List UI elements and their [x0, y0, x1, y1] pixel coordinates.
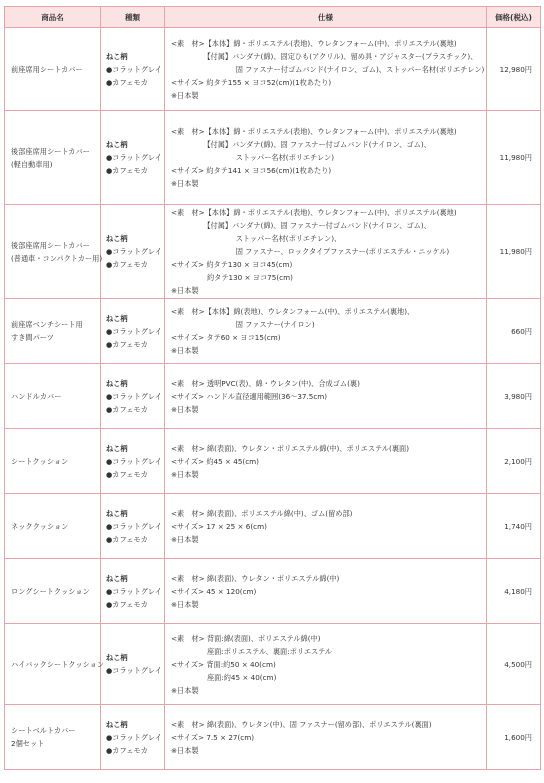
spec-line: <素 材> 綿(表面)、ポリエステル綿(中)、ゴム(留め部): [171, 508, 353, 518]
spec-cell: [165, 429, 487, 494]
pattern-label: ねこ柄: [106, 443, 128, 453]
table-row: [5, 111, 541, 205]
spec-cell: [165, 205, 487, 299]
header-spec: 仕様: [165, 7, 487, 28]
header-type: 種類: [101, 7, 165, 28]
product-name-cell: [5, 429, 101, 494]
spec-line: <素 材>【本体】綿(表地)、ウレタンフォーム(中)、ポリエステル(裏地)、: [171, 307, 415, 316]
spec-line: 固 ファスナー、ロックタイプファスナー(ポリエステル・ニッケル): [171, 247, 450, 256]
color-option: ●コラットグレイ: [106, 247, 162, 256]
pattern-label: ねこ柄: [106, 378, 128, 388]
spec-line: 【付属】バンダナ(綿)、固 ファスナー付ゴムバンド(ナイロン、ゴム)、: [171, 221, 431, 230]
spec-line: ※日本製: [171, 90, 199, 100]
pattern-label: ねこ柄: [106, 508, 128, 518]
variant-cell: [101, 364, 165, 429]
product-name: 2個セット: [11, 739, 45, 748]
table-row: [5, 299, 541, 364]
spec-line: <素 材> 綿(表面)、ウレタン・ポリエステル綿(中): [171, 573, 340, 583]
product-name-cell: [5, 299, 101, 364]
color-option: ●コラットグレイ: [106, 153, 162, 162]
variant-cell: [101, 494, 165, 559]
header-price: 価格(税込): [487, 7, 541, 28]
spec-line: 固 ファスナー(ナイロン): [171, 320, 315, 329]
spec-cell: [165, 364, 487, 429]
price-cell: 11,980円: [487, 205, 541, 299]
product-name-cell: [5, 111, 101, 205]
price-cell: 3,980円: [487, 364, 541, 429]
color-option: ●カフェモカ: [106, 77, 148, 87]
product-name: すき間パーツ: [11, 333, 54, 342]
spec-line: <サイズ> 17 × 25 × 6(cm): [171, 521, 267, 531]
spec-cell: [165, 624, 487, 705]
variant-cell: [101, 559, 165, 624]
product-name: シートクッション: [11, 456, 69, 466]
pattern-label: ねこ柄: [106, 51, 128, 61]
spec-line: <素 材> 綿(表面)、ウレタン(中)、固 ファスナー(留め部)、ポリエステル(裏面): [171, 719, 432, 729]
table-row: [5, 705, 541, 770]
pattern-label: ねこ柄: [106, 719, 128, 729]
product-name-cell: [5, 494, 101, 559]
price-cell: 1,600円: [487, 705, 541, 770]
spec-line: <サイズ> ハンドル直径適用範囲(36～37.5cm): [171, 391, 328, 401]
color-option: ●コラットグレイ: [106, 391, 162, 401]
color-option: ●コラットグレイ: [106, 326, 162, 336]
spec-line: ※日本製: [171, 404, 199, 414]
price-cell: 4,500円: [487, 624, 541, 705]
spec-line: <サイズ> 約タテ141 × ヨコ56(cm)(1枚あたり): [171, 166, 332, 175]
spec-line: 【付属】バンダナ(綿)、固 ファスナー付ゴムバンド(ナイロン、ゴム)、: [171, 140, 431, 149]
spec-line: ストッパー名材(ポリエチレン): [171, 153, 335, 162]
color-option: ●コラットグレイ: [106, 521, 162, 531]
product-name: ネッククッション: [11, 521, 69, 531]
product-name: 前座席ベンチシート用: [11, 320, 83, 329]
spec-line: <素 材>【本体】綿・ポリエステル(表地)、ウレタンフォーム(中)、ポリエステル(裏地): [171, 208, 457, 217]
spec-line: <素 材> 背面:綿(表面)、ポリエステル綿(中): [171, 633, 321, 643]
spec-line: 座面:約45 × 40(cm): [171, 672, 277, 682]
spec-line: ※日本製: [171, 685, 199, 695]
product-name: 前座席用シートカバー: [11, 64, 83, 74]
color-option: ●カフェモカ: [106, 469, 148, 479]
spec-line: <サイズ> 45 × 120(cm): [171, 586, 257, 596]
spec-cell: [165, 299, 487, 364]
table-row: [5, 364, 541, 429]
spec-line: ※日本製: [171, 599, 199, 609]
product-name-cell: [5, 28, 101, 111]
table-row: [5, 205, 541, 299]
spec-line: 座面:ポリエステル、裏面:ポリエステル: [171, 646, 333, 656]
spec-line: <素 材>【本体】綿・ポリエステル(表地)、ウレタンフォーム(中)、ポリエステル(裏地): [171, 38, 457, 48]
spec-line: ※日本製: [171, 346, 199, 355]
price-cell: 2,100円: [487, 429, 541, 494]
table-header-row: [5, 7, 541, 28]
table-row: [5, 559, 541, 624]
color-option: ●カフェモカ: [106, 260, 148, 269]
spec-line: <サイズ> 背面:約50 × 40(cm): [171, 659, 276, 669]
spec-line: <サイズ> タテ60 × ヨコ15(cm): [171, 333, 281, 342]
spec-line: ※日本製: [171, 745, 199, 755]
spec-cell: [165, 559, 487, 624]
variant-cell: [101, 429, 165, 494]
product-name-cell: [5, 624, 105, 705]
spec-line: 【付属】バンダナ(綿)、固定ひも(アクリル)、留め具・アジャスター(プラスチック)、: [171, 51, 478, 61]
price-cell: 660円: [487, 299, 541, 364]
product-name: 後部座席用シートカバー: [11, 146, 90, 156]
pattern-label: ねこ柄: [106, 573, 128, 583]
product-name-cell: [5, 205, 101, 299]
variant-cell: [101, 111, 165, 205]
variant-cell: [101, 705, 165, 770]
product-name-cell: [5, 364, 101, 429]
spec-line: ※日本製: [171, 286, 199, 295]
variant-cell: [101, 624, 165, 705]
variant-cell: [101, 28, 165, 111]
price-cell: 12,980円: [487, 28, 541, 111]
pattern-label: ねこ柄: [106, 140, 128, 149]
table-row: [5, 624, 541, 705]
product-spec-table: [4, 6, 541, 770]
product-name: ハンドルカバー: [11, 391, 62, 401]
table-row: [5, 28, 541, 111]
spec-line: <素 材>【本体】綿・ポリエステル(表地)、ウレタンフォーム(中)、ポリエステル(裏地): [171, 127, 457, 136]
spec-cell: [165, 28, 487, 111]
spec-line: ※日本製: [171, 179, 199, 188]
spec-line: <サイズ> 7.5 × 27(cm): [171, 732, 255, 742]
spec-line: ※日本製: [171, 534, 199, 544]
header-product-name: 商品名: [5, 7, 101, 28]
color-option: ●コラットグレイ: [106, 456, 162, 466]
color-option: ●カフェモカ: [106, 166, 148, 175]
pattern-label: ねこ柄: [106, 234, 128, 243]
product-name: 後部座席用シートカバー: [11, 240, 90, 250]
spec-line: 固 ファスナー付ゴムバンド(ナイロン、ゴム)、ストッパー名材(ポリエチレン): [171, 64, 485, 74]
spec-line: <サイズ> 約45 × 45(cm): [171, 456, 259, 466]
spec-line: 約タテ130 × ヨコ75(cm): [171, 273, 293, 282]
pattern-label: ねこ柄: [106, 313, 128, 323]
product-name-cell: [5, 705, 101, 770]
product-name-cell: [5, 559, 101, 624]
spec-line: ※日本製: [171, 469, 199, 479]
spec-cell: [165, 705, 487, 770]
color-option: ●コラットグレイ: [106, 586, 162, 596]
color-option: ●カフェモカ: [106, 339, 148, 349]
price-cell: 1,740円: [487, 494, 541, 559]
color-option: ●カフェモカ: [106, 404, 148, 414]
spec-line: <素 材> 綿(表面)、ウレタン・ポリエステル綿(中)、ポリエステル(裏面): [171, 443, 410, 453]
product-name: (普通車・コンパクトカー用): [11, 253, 103, 263]
spec-line: ストッパー名材(ポリエチレン)、: [171, 234, 342, 243]
variant-cell: [101, 205, 165, 299]
product-name: シートベルトカバー: [11, 726, 76, 735]
color-option: ●カフェモカ: [106, 534, 148, 544]
spec-cell: [165, 494, 487, 559]
color-option: ●カフェモカ: [106, 745, 148, 755]
table-row: [5, 494, 541, 559]
price-cell: 4,180円: [487, 559, 541, 624]
pattern-label: ねこ柄: [106, 653, 128, 662]
color-option: ●コラットグレイ: [106, 732, 162, 742]
color-option: ●コラットグレイ: [106, 64, 162, 74]
product-name: (軽自動車用): [11, 159, 53, 169]
price-cell: 11,980円: [487, 111, 541, 205]
spec-line: <サイズ> 約タテ155 × ヨコ52(cm)(1枚あたり): [171, 77, 332, 87]
spec-cell: [165, 111, 487, 205]
product-name: ハイバックシートクッション: [11, 659, 105, 669]
spec-line: <素 材> 透明PVC(表)、綿・ウレタン(中)、合成ゴム(裏): [171, 378, 360, 388]
color-option: ●コラットグレイ: [106, 666, 162, 675]
product-name: ロングシートクッション: [11, 586, 90, 596]
variant-cell: [101, 299, 165, 364]
table-row: [5, 429, 541, 494]
spec-line: <サイズ> 約タテ130 × ヨコ45(cm): [171, 260, 293, 269]
color-option: ●カフェモカ: [106, 599, 148, 609]
